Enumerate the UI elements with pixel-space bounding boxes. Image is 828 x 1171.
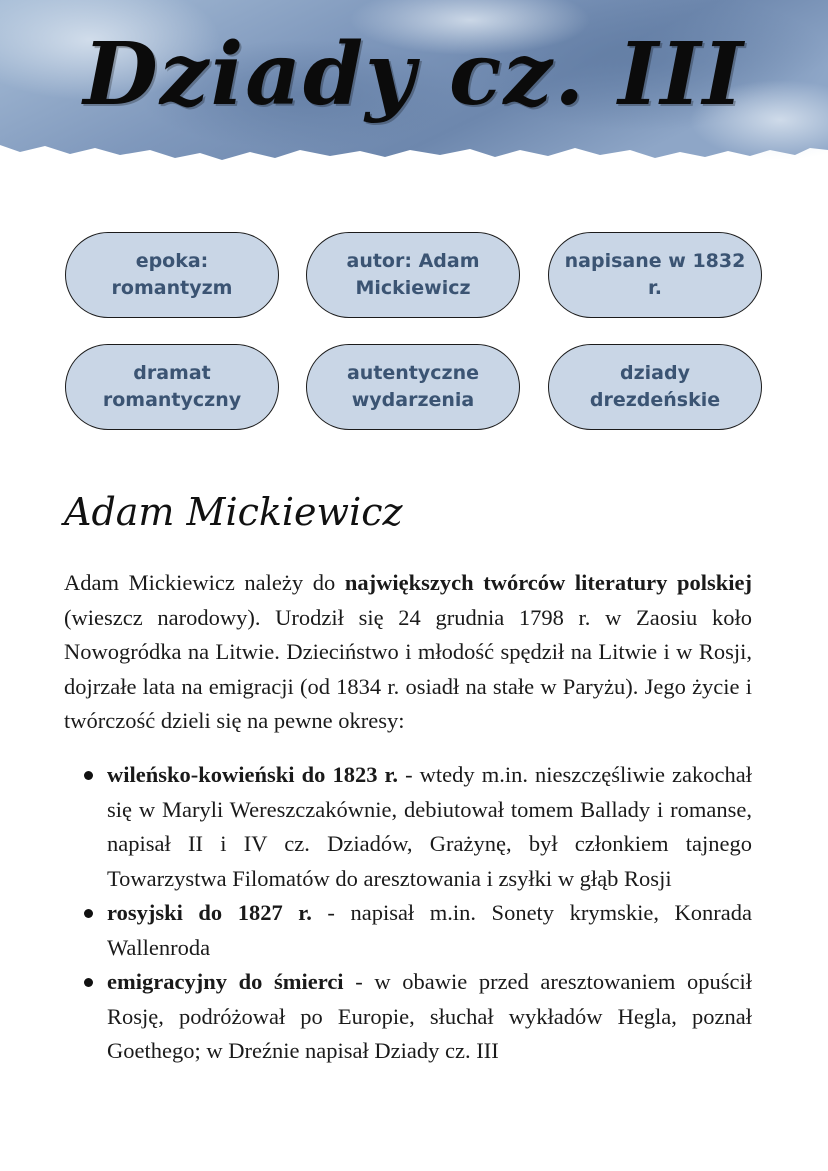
tag-epoch: epoka: romantyzm (65, 232, 279, 318)
page-title: Dziady cz. III (83, 24, 745, 125)
section-heading: Adam Mickiewicz (64, 490, 403, 534)
list-item (64, 965, 752, 1069)
period-text: - napisał m.in. Sonety krymskie, Konrada Wallenroda (107, 900, 752, 960)
tag-dresden-dziady: dziady drezdeńskie (548, 344, 762, 430)
period-text: - w obawie przed aresztowaniem opuścił Rosję, podróżował po Europie, słuchał wykładów Hegla, poznał Goethego; w Dreźnie napisał Dziady cz. III (107, 969, 752, 1063)
period-title: rosyjski do 1827 r. (107, 900, 312, 925)
list-item (64, 896, 752, 965)
period-title: wileńsko-kowieński do 1823 r. (107, 762, 399, 787)
list-item (64, 758, 752, 896)
intro-bold: największych twórców literatury polskiej (344, 570, 753, 595)
tag-written-year: napisane w 1832 r. (548, 232, 762, 318)
tag-authentic-events: autentyczne wydarzenia (306, 344, 520, 430)
period-text: - wtedy m.in. nieszczęśliwie zakochał się w Maryli Wereszczakównie, debiutował tomem Ballady i romanse, napisał II i IV cz. Dziadów, Grażynę, był członkiem tajnego Towarzystwa Filomatów do aresztowania i zsyłki w głąb Rosji (107, 762, 752, 891)
intro-paragraph (64, 566, 752, 739)
period-title: emigracyjny do śmierci (107, 969, 344, 994)
intro-text-2: (wieszcz narodowy). Urodził się 24 grudnia 1798 r. w Zaosiu koło Nowogródka na Litwie. Dzieciństwo i młodość spędził na Litwie i w Rosji, dojrzałe lata na emigracji (od 1834 r. osiadł na stałe w Paryżu). Jego życie i twórczość dzieli się na pewne okresy: (64, 604, 752, 733)
tag-genre: dramat romantyczny (65, 344, 279, 430)
intro-text-1: Adam Mickiewicz należy do (64, 570, 345, 595)
tag-author: autor: Adam Mickiewicz (306, 232, 520, 318)
periods-list (64, 758, 752, 1069)
